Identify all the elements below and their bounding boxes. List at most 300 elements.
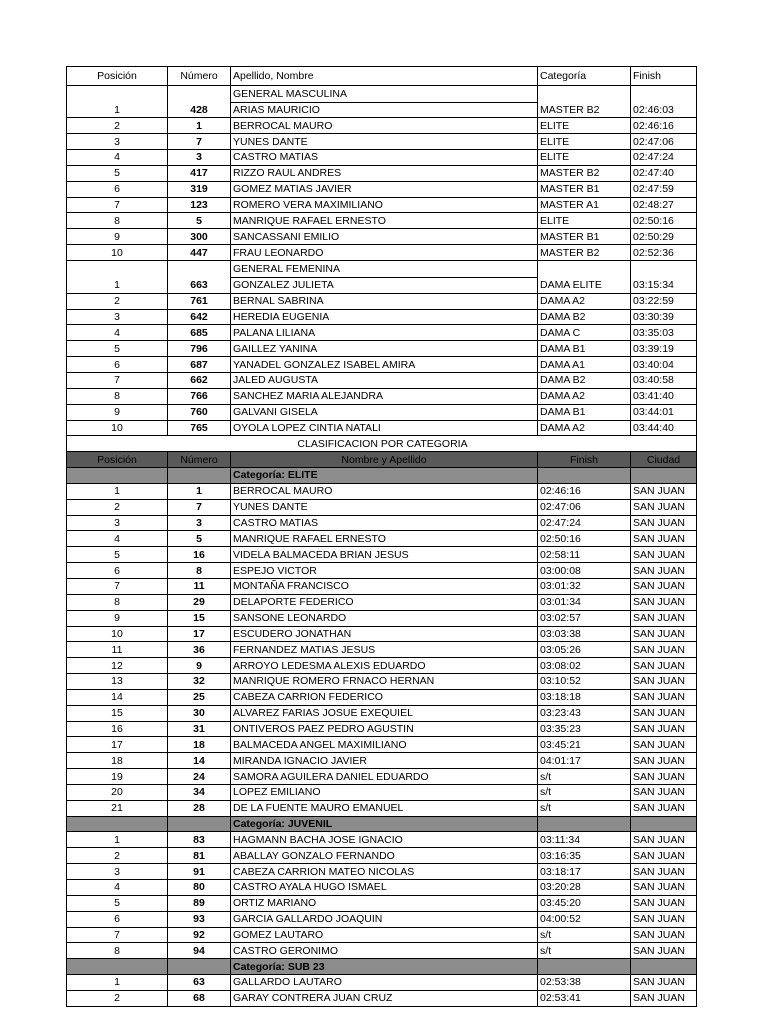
header-numero: Número bbox=[168, 67, 231, 86]
row-categoria: DAMA B1 bbox=[538, 341, 631, 357]
row-posicion: 7 bbox=[67, 197, 168, 213]
row-categoria: DAMA A2 bbox=[538, 293, 631, 309]
section-title: GENERAL MASCULINA bbox=[231, 85, 538, 102]
table-row bbox=[67, 388, 697, 404]
row-nombre: YUNES DANTE bbox=[231, 499, 538, 515]
row-finish: 02:53:38 bbox=[538, 975, 631, 991]
row-numero: 761 bbox=[168, 293, 231, 309]
row-nombre: DELAPORTE FEDERICO bbox=[231, 594, 538, 610]
empty-cell bbox=[631, 468, 697, 484]
row-nombre: CASTRO AYALA HUGO ISMAEL bbox=[231, 880, 538, 896]
row-nombre: CASTRO MATIAS bbox=[231, 150, 538, 166]
row-ciudad: SAN JUAN bbox=[631, 895, 697, 911]
row-ciudad: SAN JUAN bbox=[631, 547, 697, 563]
row-ciudad: SAN JUAN bbox=[631, 832, 697, 848]
row-numero: 7 bbox=[168, 134, 231, 150]
row-posicion: 16 bbox=[67, 721, 168, 737]
empty-cell bbox=[67, 85, 168, 102]
row-ciudad: SAN JUAN bbox=[631, 721, 697, 737]
col-finish: Finish bbox=[538, 452, 631, 468]
table-row bbox=[67, 277, 697, 293]
category-row bbox=[67, 468, 697, 484]
row-numero: 663 bbox=[168, 277, 231, 293]
row-ciudad: SAN JUAN bbox=[631, 531, 697, 547]
results-body bbox=[67, 67, 697, 1007]
row-nombre: SANCASSANI EMILIO bbox=[231, 229, 538, 245]
row-finish: 03:22:59 bbox=[631, 293, 697, 309]
row-numero: 300 bbox=[168, 229, 231, 245]
row-posicion: 5 bbox=[67, 165, 168, 181]
row-posicion: 1 bbox=[67, 975, 168, 991]
row-nombre: CABEZA CARRION FEDERICO bbox=[231, 689, 538, 705]
row-numero: 662 bbox=[168, 373, 231, 389]
table-row bbox=[67, 531, 697, 547]
row-categoria: MASTER B2 bbox=[538, 165, 631, 181]
row-posicion: 8 bbox=[67, 943, 168, 959]
row-posicion: 13 bbox=[67, 674, 168, 690]
col-posicion: Posición bbox=[67, 452, 168, 468]
row-finish: 03:15:34 bbox=[631, 277, 697, 293]
row-posicion: 4 bbox=[67, 325, 168, 341]
row-categoria: MASTER B2 bbox=[538, 102, 631, 118]
row-numero: 16 bbox=[168, 547, 231, 563]
row-ciudad: SAN JUAN bbox=[631, 784, 697, 800]
row-finish: 02:47:06 bbox=[538, 499, 631, 515]
row-finish: 02:50:16 bbox=[538, 531, 631, 547]
row-finish: 02:52:36 bbox=[631, 245, 697, 261]
row-categoria: DAMA A1 bbox=[538, 357, 631, 373]
row-nombre: HEREDIA EUGENIA bbox=[231, 309, 538, 325]
table-row bbox=[67, 642, 697, 658]
table-row bbox=[67, 911, 697, 927]
row-posicion: 1 bbox=[67, 277, 168, 293]
row-finish: 03:30:39 bbox=[631, 309, 697, 325]
row-numero: 123 bbox=[168, 197, 231, 213]
row-posicion: 8 bbox=[67, 388, 168, 404]
row-posicion: 18 bbox=[67, 753, 168, 769]
table-row bbox=[67, 880, 697, 896]
table-row bbox=[67, 784, 697, 800]
table-row bbox=[67, 197, 697, 213]
row-nombre: ABALLAY GONZALO FERNANDO bbox=[231, 848, 538, 864]
row-categoria: DAMA B2 bbox=[538, 373, 631, 389]
table-row bbox=[67, 150, 697, 166]
row-posicion: 6 bbox=[67, 357, 168, 373]
row-numero: 447 bbox=[168, 245, 231, 261]
row-numero: 428 bbox=[168, 102, 231, 118]
row-numero: 7 bbox=[168, 499, 231, 515]
row-nombre: MONTAÑA FRANCISCO bbox=[231, 578, 538, 594]
row-nombre: JALED AUGUSTA bbox=[231, 373, 538, 389]
row-numero: 81 bbox=[168, 848, 231, 864]
row-nombre: OYOLA LOPEZ CINTIA NATALI bbox=[231, 420, 538, 436]
row-numero: 31 bbox=[168, 721, 231, 737]
row-posicion: 2 bbox=[67, 118, 168, 134]
row-posicion: 1 bbox=[67, 483, 168, 499]
row-nombre: ESCUDERO JONATHAN bbox=[231, 626, 538, 642]
table-row bbox=[67, 943, 697, 959]
row-posicion: 10 bbox=[67, 420, 168, 436]
row-ciudad: SAN JUAN bbox=[631, 800, 697, 816]
row-posicion: 5 bbox=[67, 341, 168, 357]
row-numero: 30 bbox=[168, 705, 231, 721]
row-ciudad: SAN JUAN bbox=[631, 943, 697, 959]
row-finish: 03:00:08 bbox=[538, 563, 631, 579]
row-finish: 03:45:21 bbox=[538, 737, 631, 753]
table-row bbox=[67, 990, 697, 1006]
row-nombre: FERNANDEZ MATIAS JESUS bbox=[231, 642, 538, 658]
table-row bbox=[67, 594, 697, 610]
row-finish: 03:05:26 bbox=[538, 642, 631, 658]
row-finish: 03:41:40 bbox=[631, 388, 697, 404]
row-nombre: GOMEZ MATIAS JAVIER bbox=[231, 181, 538, 197]
table-row bbox=[67, 626, 697, 642]
category-row bbox=[67, 959, 697, 975]
row-nombre: CABEZA CARRION MATEO NICOLAS bbox=[231, 864, 538, 880]
row-finish: s/t bbox=[538, 927, 631, 943]
row-finish: 03:08:02 bbox=[538, 658, 631, 674]
row-posicion: 4 bbox=[67, 880, 168, 896]
row-finish: 03:10:52 bbox=[538, 674, 631, 690]
row-finish: 02:47:24 bbox=[631, 150, 697, 166]
row-numero: 642 bbox=[168, 309, 231, 325]
row-nombre: RIZZO RAUL ANDRES bbox=[231, 165, 538, 181]
table-row bbox=[67, 800, 697, 816]
row-finish: 03:20:28 bbox=[538, 880, 631, 896]
row-numero: 9 bbox=[168, 658, 231, 674]
table-row bbox=[67, 864, 697, 880]
row-numero: 83 bbox=[168, 832, 231, 848]
row-posicion: 4 bbox=[67, 531, 168, 547]
row-finish: 03:35:03 bbox=[631, 325, 697, 341]
row-nombre: BALMACEDA ANGEL MAXIMILIANO bbox=[231, 737, 538, 753]
table-row bbox=[67, 213, 697, 229]
row-nombre: MANRIQUE ROMERO FRNACO HERNAN bbox=[231, 674, 538, 690]
row-nombre: HAGMANN BACHA JOSE IGNACIO bbox=[231, 832, 538, 848]
row-finish: 04:00:52 bbox=[538, 911, 631, 927]
row-finish: s/t bbox=[538, 769, 631, 785]
row-finish: 02:46:16 bbox=[538, 483, 631, 499]
row-numero: 765 bbox=[168, 420, 231, 436]
row-nombre: GARAY CONTRERA JUAN CRUZ bbox=[231, 990, 538, 1006]
row-categoria: DAMA B1 bbox=[538, 404, 631, 420]
header-nombre: Apellido, Nombre bbox=[231, 67, 538, 86]
row-numero: 14 bbox=[168, 753, 231, 769]
table-row bbox=[67, 165, 697, 181]
section-title-row bbox=[67, 260, 697, 277]
row-finish: 03:35:23 bbox=[538, 721, 631, 737]
row-finish: 02:48:27 bbox=[631, 197, 697, 213]
row-numero: 1 bbox=[168, 483, 231, 499]
empty-cell bbox=[168, 85, 231, 102]
section-title-row bbox=[67, 85, 697, 102]
col-numero: Número bbox=[168, 452, 231, 468]
row-finish: s/t bbox=[538, 784, 631, 800]
table-row bbox=[67, 721, 697, 737]
row-posicion: 3 bbox=[67, 864, 168, 880]
row-finish: 02:47:06 bbox=[631, 134, 697, 150]
row-categoria: ELITE bbox=[538, 134, 631, 150]
row-ciudad: SAN JUAN bbox=[631, 674, 697, 690]
row-posicion: 10 bbox=[67, 626, 168, 642]
row-numero: 766 bbox=[168, 388, 231, 404]
row-nombre: PALANA LILIANA bbox=[231, 325, 538, 341]
table-row bbox=[67, 499, 697, 515]
row-posicion: 3 bbox=[67, 309, 168, 325]
row-nombre: GALVANI GISELA bbox=[231, 404, 538, 420]
row-nombre: BERROCAL MAURO bbox=[231, 483, 538, 499]
col-nombre: Nombre y Apellido bbox=[231, 452, 538, 468]
row-categoria: DAMA ELITE bbox=[538, 277, 631, 293]
row-categoria: DAMA C bbox=[538, 325, 631, 341]
empty-cell bbox=[538, 260, 631, 277]
empty-cell bbox=[67, 468, 168, 484]
row-nombre: ARROYO LEDESMA ALEXIS EDUARDO bbox=[231, 658, 538, 674]
row-posicion: 5 bbox=[67, 895, 168, 911]
table-row bbox=[67, 737, 697, 753]
table-row bbox=[67, 420, 697, 436]
row-finish: 02:47:59 bbox=[631, 181, 697, 197]
row-categoria: MASTER A1 bbox=[538, 197, 631, 213]
table-row bbox=[67, 515, 697, 531]
row-nombre: BERROCAL MAURO bbox=[231, 118, 538, 134]
row-posicion: 6 bbox=[67, 563, 168, 579]
row-nombre: GOMEZ LAUTARO bbox=[231, 927, 538, 943]
table-row bbox=[67, 578, 697, 594]
row-finish: 04:01:17 bbox=[538, 753, 631, 769]
row-posicion: 17 bbox=[67, 737, 168, 753]
table-row bbox=[67, 483, 697, 499]
empty-cell bbox=[168, 260, 231, 277]
row-numero: 32 bbox=[168, 674, 231, 690]
empty-cell bbox=[168, 816, 231, 832]
row-numero: 5 bbox=[168, 213, 231, 229]
row-posicion: 2 bbox=[67, 990, 168, 1006]
section-title: GENERAL FEMENINA bbox=[231, 260, 538, 277]
row-ciudad: SAN JUAN bbox=[631, 563, 697, 579]
row-numero: 89 bbox=[168, 895, 231, 911]
row-posicion: 8 bbox=[67, 213, 168, 229]
row-posicion: 6 bbox=[67, 181, 168, 197]
header-categoria: Categoría bbox=[538, 67, 631, 86]
row-ciudad: SAN JUAN bbox=[631, 499, 697, 515]
row-ciudad: SAN JUAN bbox=[631, 578, 697, 594]
table-row bbox=[67, 927, 697, 943]
table-row bbox=[67, 293, 697, 309]
row-nombre: GARCIA GALLARDO JOAQUIN bbox=[231, 911, 538, 927]
table-row bbox=[67, 674, 697, 690]
row-posicion: 11 bbox=[67, 642, 168, 658]
row-finish: 02:58:11 bbox=[538, 547, 631, 563]
category-label: Categoría: ELITE bbox=[231, 468, 538, 484]
row-nombre: ALVAREZ FARIAS JOSUE EXEQUIEL bbox=[231, 705, 538, 721]
row-categoria: ELITE bbox=[538, 118, 631, 134]
row-numero: 17 bbox=[168, 626, 231, 642]
row-categoria: MASTER B2 bbox=[538, 245, 631, 261]
row-posicion: 1 bbox=[67, 832, 168, 848]
row-finish: 03:01:34 bbox=[538, 594, 631, 610]
row-ciudad: SAN JUAN bbox=[631, 594, 697, 610]
row-finish: 03:45:20 bbox=[538, 895, 631, 911]
row-posicion: 9 bbox=[67, 229, 168, 245]
clasificacion-title-row bbox=[67, 436, 697, 452]
col-ciudad: Ciudad bbox=[631, 452, 697, 468]
table-row bbox=[67, 547, 697, 563]
empty-cell bbox=[538, 468, 631, 484]
empty-cell bbox=[67, 260, 168, 277]
row-nombre: SANCHEZ MARIA ALEJANDRA bbox=[231, 388, 538, 404]
row-categoria: DAMA B2 bbox=[538, 309, 631, 325]
row-ciudad: SAN JUAN bbox=[631, 864, 697, 880]
row-posicion: 7 bbox=[67, 927, 168, 943]
row-numero: 1 bbox=[168, 118, 231, 134]
row-numero: 36 bbox=[168, 642, 231, 658]
table-row bbox=[67, 325, 697, 341]
table-row bbox=[67, 610, 697, 626]
row-nombre: MIRANDA IGNACIO JAVIER bbox=[231, 753, 538, 769]
table-row bbox=[67, 357, 697, 373]
empty-cell bbox=[67, 816, 168, 832]
row-posicion: 21 bbox=[67, 800, 168, 816]
empty-cell bbox=[631, 260, 697, 277]
row-nombre: GAILLEZ YANINA bbox=[231, 341, 538, 357]
row-categoria: MASTER B1 bbox=[538, 181, 631, 197]
row-finish: 03:11:34 bbox=[538, 832, 631, 848]
row-numero: 15 bbox=[168, 610, 231, 626]
row-posicion: 5 bbox=[67, 547, 168, 563]
row-nombre: ONTIVEROS PAEZ PEDRO AGUSTIN bbox=[231, 721, 538, 737]
row-posicion: 7 bbox=[67, 373, 168, 389]
empty-cell bbox=[168, 468, 231, 484]
row-numero: 24 bbox=[168, 769, 231, 785]
row-nombre: VIDELA BALMACEDA BRIAN JESUS bbox=[231, 547, 538, 563]
row-numero: 28 bbox=[168, 800, 231, 816]
row-posicion: 1 bbox=[67, 102, 168, 118]
row-ciudad: SAN JUAN bbox=[631, 642, 697, 658]
row-nombre: MANRIQUE RAFAEL ERNESTO bbox=[231, 531, 538, 547]
table-row bbox=[67, 832, 697, 848]
row-posicion: 3 bbox=[67, 134, 168, 150]
row-numero: 760 bbox=[168, 404, 231, 420]
row-finish: 02:50:16 bbox=[631, 213, 697, 229]
table-row bbox=[67, 118, 697, 134]
empty-cell bbox=[538, 959, 631, 975]
row-numero: 29 bbox=[168, 594, 231, 610]
row-numero: 34 bbox=[168, 784, 231, 800]
row-numero: 11 bbox=[168, 578, 231, 594]
row-ciudad: SAN JUAN bbox=[631, 753, 697, 769]
row-posicion: 4 bbox=[67, 150, 168, 166]
row-finish: 02:46:16 bbox=[631, 118, 697, 134]
row-finish: 02:50:29 bbox=[631, 229, 697, 245]
row-posicion: 2 bbox=[67, 499, 168, 515]
row-posicion: 14 bbox=[67, 689, 168, 705]
row-nombre: GALLARDO LAUTARO bbox=[231, 975, 538, 991]
row-posicion: 9 bbox=[67, 404, 168, 420]
row-numero: 5 bbox=[168, 531, 231, 547]
row-numero: 685 bbox=[168, 325, 231, 341]
empty-cell bbox=[67, 959, 168, 975]
row-categoria: ELITE bbox=[538, 150, 631, 166]
row-posicion: 2 bbox=[67, 293, 168, 309]
table-row bbox=[67, 895, 697, 911]
row-numero: 92 bbox=[168, 927, 231, 943]
row-ciudad: SAN JUAN bbox=[631, 769, 697, 785]
row-numero: 796 bbox=[168, 341, 231, 357]
category-label: Categoría: SUB 23 bbox=[231, 959, 538, 975]
row-finish: 03:44:40 bbox=[631, 420, 697, 436]
row-ciudad: SAN JUAN bbox=[631, 658, 697, 674]
row-numero: 319 bbox=[168, 181, 231, 197]
row-posicion: 2 bbox=[67, 848, 168, 864]
row-numero: 687 bbox=[168, 357, 231, 373]
row-nombre: ARIAS MAURICIO bbox=[231, 102, 538, 118]
table-row bbox=[67, 769, 697, 785]
row-nombre: GONZALEZ JULIETA bbox=[231, 277, 538, 293]
table-row bbox=[67, 134, 697, 150]
row-finish: 03:39:19 bbox=[631, 341, 697, 357]
row-nombre: YANADEL GONZALEZ ISABEL AMIRA bbox=[231, 357, 538, 373]
results-table bbox=[66, 66, 697, 1007]
row-posicion: 20 bbox=[67, 784, 168, 800]
category-row bbox=[67, 816, 697, 832]
row-posicion: 15 bbox=[67, 705, 168, 721]
row-posicion: 19 bbox=[67, 769, 168, 785]
row-finish: 02:47:24 bbox=[538, 515, 631, 531]
row-posicion: 6 bbox=[67, 911, 168, 927]
row-finish: s/t bbox=[538, 943, 631, 959]
row-ciudad: SAN JUAN bbox=[631, 975, 697, 991]
row-numero: 94 bbox=[168, 943, 231, 959]
row-finish: 03:03:38 bbox=[538, 626, 631, 642]
row-categoria: DAMA A2 bbox=[538, 388, 631, 404]
row-posicion: 8 bbox=[67, 594, 168, 610]
row-nombre: SANSONE LEONARDO bbox=[231, 610, 538, 626]
category-label: Categoría: JUVENIL bbox=[231, 816, 538, 832]
row-nombre: LOPEZ EMILIANO bbox=[231, 784, 538, 800]
row-numero: 93 bbox=[168, 911, 231, 927]
row-numero: 68 bbox=[168, 990, 231, 1006]
header-row bbox=[67, 67, 697, 86]
table-row bbox=[67, 102, 697, 118]
empty-cell bbox=[631, 959, 697, 975]
table-row bbox=[67, 705, 697, 721]
row-finish: 02:53:41 bbox=[538, 990, 631, 1006]
row-nombre: ORTIZ MARIANO bbox=[231, 895, 538, 911]
row-nombre: ESPEJO VICTOR bbox=[231, 563, 538, 579]
row-ciudad: SAN JUAN bbox=[631, 990, 697, 1006]
empty-cell bbox=[631, 85, 697, 102]
row-ciudad: SAN JUAN bbox=[631, 626, 697, 642]
table-row bbox=[67, 229, 697, 245]
row-nombre: MANRIQUE RAFAEL ERNESTO bbox=[231, 213, 538, 229]
row-finish: 03:18:17 bbox=[538, 864, 631, 880]
row-numero: 63 bbox=[168, 975, 231, 991]
row-ciudad: SAN JUAN bbox=[631, 880, 697, 896]
table-row bbox=[67, 404, 697, 420]
row-posicion: 10 bbox=[67, 245, 168, 261]
row-finish: 03:40:04 bbox=[631, 357, 697, 373]
row-numero: 3 bbox=[168, 515, 231, 531]
empty-cell bbox=[538, 85, 631, 102]
table-row bbox=[67, 563, 697, 579]
empty-cell bbox=[538, 816, 631, 832]
row-finish: 02:47:40 bbox=[631, 165, 697, 181]
row-ciudad: SAN JUAN bbox=[631, 848, 697, 864]
row-numero: 91 bbox=[168, 864, 231, 880]
table-row bbox=[67, 975, 697, 991]
row-finish: 03:16:35 bbox=[538, 848, 631, 864]
